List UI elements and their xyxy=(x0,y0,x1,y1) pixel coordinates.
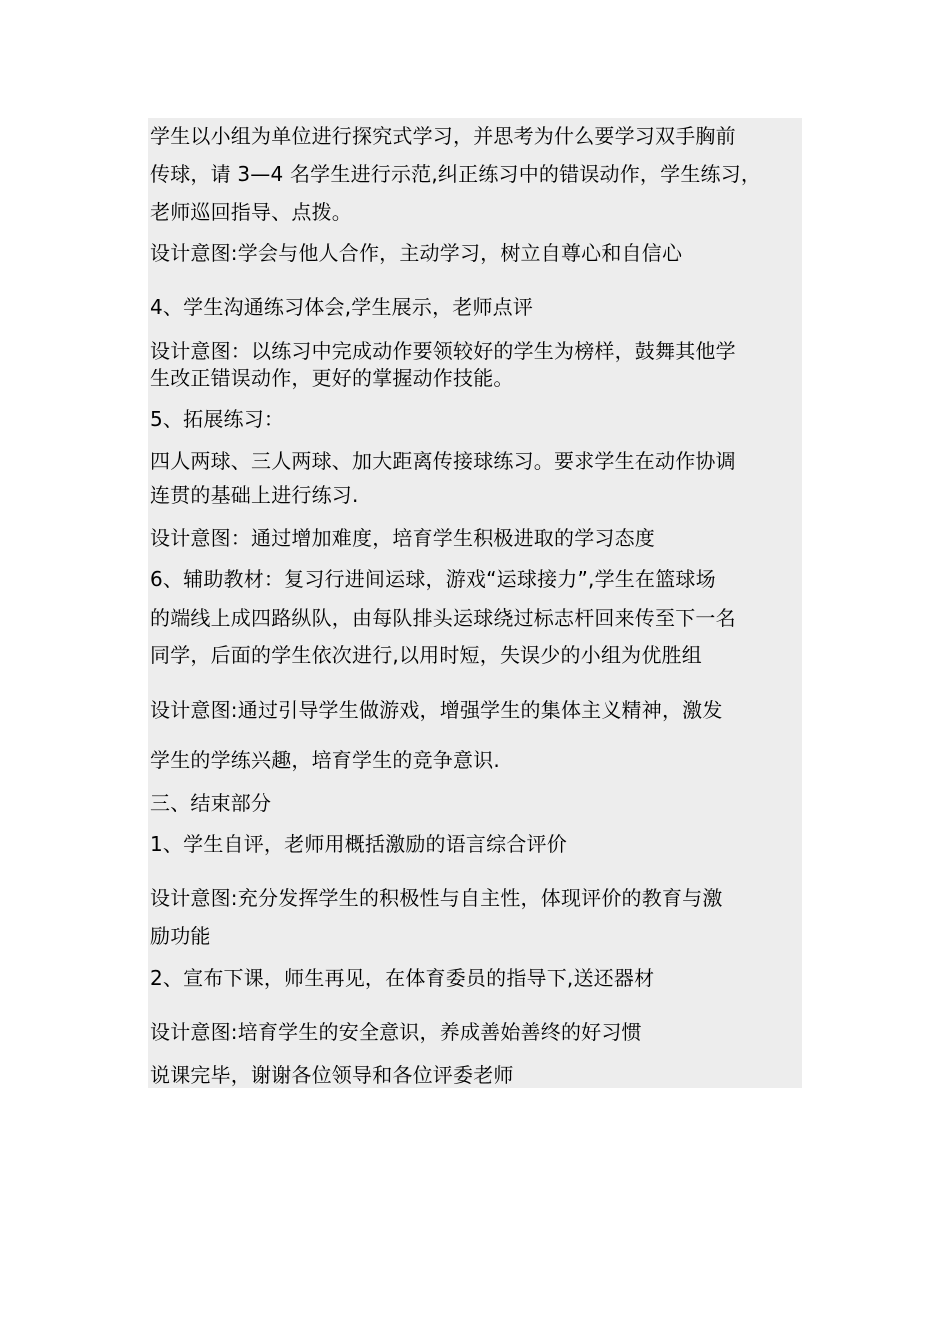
text-line: 5、拓展练习： xyxy=(150,407,285,431)
text-line: 设计意图:充分发挥学生的积极性与自主性，体现评价的教育与激 xyxy=(150,886,723,910)
text-line: 四人两球、三人两球、加大距离传接球练习。要求学生在动作协调 xyxy=(150,449,736,473)
text-line: 1、学生自评，老师用概括激励的语言综合评价 xyxy=(150,832,567,856)
text-line: 设计意图:培育学生的安全意识，养成善始善终的好习惯 xyxy=(150,1020,642,1044)
text-line: 连贯的基础上进行练习. xyxy=(150,483,359,507)
text-line: 2、宣布下课，师生再见，在体育委员的指导下,送还器材 xyxy=(150,966,655,990)
section-heading: 三、结束部分 xyxy=(150,791,272,815)
text-line: 学生的学练兴趣，培育学生的竞争意识. xyxy=(150,748,500,772)
text-line: 6、辅助教材：复习行进间运球，游戏“运球接力”,学生在篮球场 xyxy=(150,567,716,591)
text-line: 4、学生沟通练习体会,学生展示，老师点评 xyxy=(150,295,534,319)
text-line: 设计意图:学会与他人合作，主动学习，树立自尊心和自信心 xyxy=(150,241,683,265)
text-line: 励功能 xyxy=(150,924,211,948)
text-line: 设计意图：通过增加难度，培育学生积极进取的学习态度 xyxy=(150,526,655,550)
text-line: 说课完毕，谢谢各位领导和各位评委老师 xyxy=(150,1063,514,1087)
text-line: 同学，后面的学生依次进行,以用时短，失误少的小组为优胜组 xyxy=(150,643,702,667)
text-line: 传球，请 3—4 名学生进行示范,纠正练习中的错误动作，学生练习， xyxy=(150,162,762,186)
text-line: 老师巡回指导、点拨。 xyxy=(150,200,352,224)
text-line: 的端线上成四路纵队，由每队排头运球绕过标志杆回来传至下一名 xyxy=(150,606,736,630)
text-line: 设计意图：以练习中完成动作要领较好的学生为榜样，鼓舞其他学 xyxy=(150,339,736,363)
text-line: 设计意图:通过引导学生做游戏，增强学生的集体主义精神，激发 xyxy=(150,698,723,722)
text-line: 生改正错误动作，更好的掌握动作技能。 xyxy=(150,366,514,390)
text-line: 学生以小组为单位进行探究式学习，并思考为什么要学习双手胸前 xyxy=(150,124,736,148)
